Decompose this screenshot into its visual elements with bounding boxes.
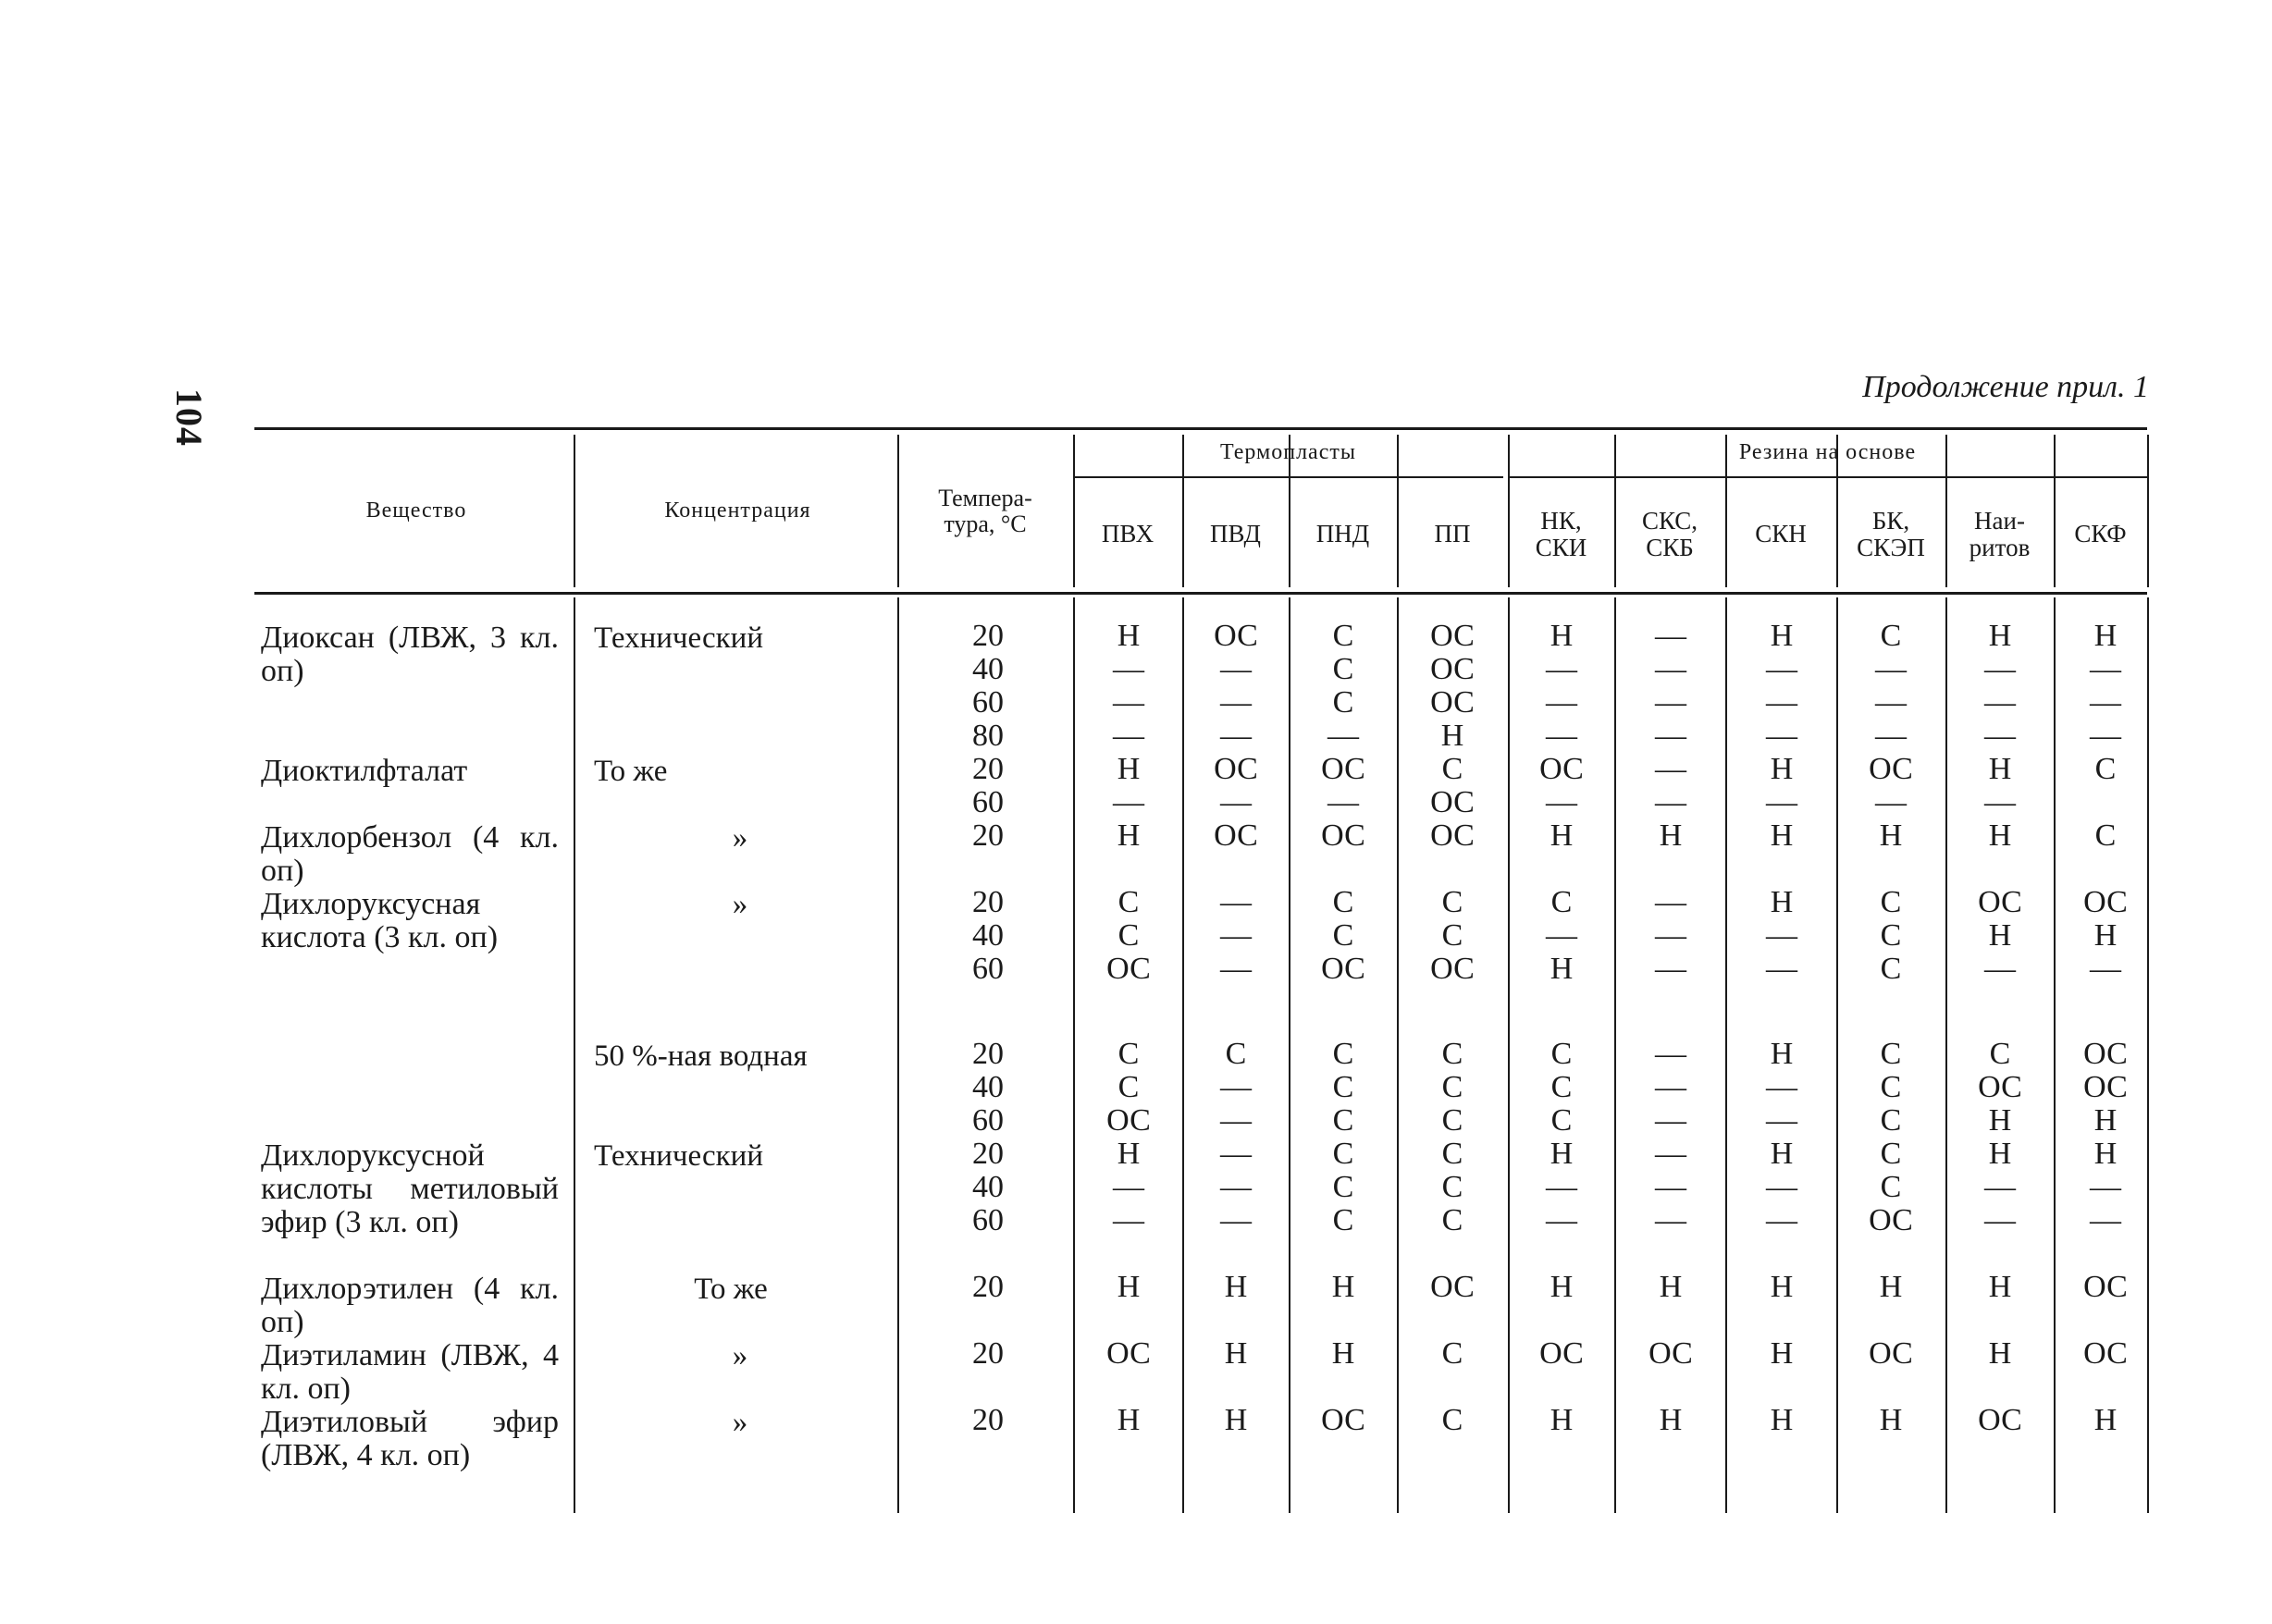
resistance-cell: — [2090, 685, 2121, 720]
resistance-cell: ОС [1430, 818, 1475, 853]
resistance-cell: Н [1224, 1270, 1248, 1304]
resistance-cell: ОС [1648, 1336, 1693, 1371]
concentration-value: » [732, 888, 748, 921]
resistance-cell: — [1113, 1170, 1144, 1204]
resistance-cell: ОС [1321, 952, 1365, 986]
resistance-cell: С [1550, 1070, 1573, 1104]
resistance-cell: Н [1988, 818, 2012, 853]
concentration-value: То же [694, 1273, 768, 1306]
temperature-cell: 20 [972, 752, 1004, 786]
temperature-cell: 20 [972, 1137, 1004, 1171]
resistance-cell: ОС [1430, 785, 1475, 819]
header-material: ПНД [1315, 520, 1370, 548]
resistance-cell: Н [1770, 1037, 1794, 1071]
column-rule [1725, 597, 1727, 1513]
concentration-value: » [732, 1339, 748, 1372]
resistance-cell: — [1546, 1203, 1577, 1237]
resistance-cell: С [1441, 885, 1463, 919]
resistance-cell: ОС [1869, 752, 1913, 786]
resistance-cell: С [1441, 1103, 1463, 1138]
temperature-cell: 60 [972, 785, 1004, 819]
column-rule [2147, 435, 2149, 587]
resistance-cell: — [1546, 918, 1577, 953]
resistance-cell: Н [1770, 1270, 1794, 1304]
resistance-cell: Н [1550, 1137, 1574, 1171]
resistance-cell: — [1766, 685, 1797, 720]
resistance-cell: Н [1770, 619, 1794, 653]
concentration-value: Технический [594, 621, 763, 655]
resistance-cell: Н [1988, 1103, 2012, 1138]
resistance-cell: ОС [1321, 1403, 1365, 1437]
resistance-cell: С [1332, 685, 1354, 720]
resistance-cell: Н [1879, 818, 1903, 853]
resistance-cell: — [1327, 719, 1359, 753]
resistance-cell: Н [2093, 1103, 2118, 1138]
resistance-cell: ОС [1430, 652, 1475, 686]
resistance-cell: С [1225, 1037, 1247, 1071]
resistance-cell: — [1875, 785, 1907, 819]
resistance-cell: ОС [2083, 1270, 2128, 1304]
header-concentration: Концентрация [664, 498, 811, 523]
resistance-cell: ОС [1214, 619, 1258, 653]
resistance-cell: С [1332, 885, 1354, 919]
resistance-cell: С [1117, 1070, 1140, 1104]
resistance-cell: — [1546, 785, 1577, 819]
resistance-cell: С [1880, 885, 1902, 919]
resistance-cell: Н [2093, 619, 2118, 653]
resistance-cell: ОС [1430, 619, 1475, 653]
header-rubber: Резина на основе [1738, 440, 1917, 465]
concentration-value: » [732, 821, 748, 855]
resistance-cell: Н [1879, 1403, 1903, 1437]
header-material: ПП [1434, 520, 1471, 548]
resistance-cell: — [1220, 785, 1252, 819]
resistance-cell: ОС [1214, 818, 1258, 853]
header-material: ПВД [1210, 520, 1261, 548]
resistance-cell: Н [1331, 1336, 1355, 1371]
resistance-cell: ОС [2083, 885, 2128, 919]
resistance-cell: С [1441, 1037, 1463, 1071]
resistance-cell: — [1655, 1103, 1686, 1138]
resistance-cell: Н [1659, 1403, 1683, 1437]
substance-name: Диоктилфталат [261, 754, 468, 788]
resistance-cell: Н [1770, 885, 1794, 919]
resistance-cell: Н [1770, 1137, 1794, 1171]
resistance-cell: ОС [1106, 1103, 1151, 1138]
temperature-cell: 20 [972, 1270, 1004, 1304]
resistance-cell: С [1332, 1137, 1354, 1171]
column-rule [1397, 597, 1399, 1513]
temperature-cell: 40 [972, 1170, 1004, 1204]
resistance-cell: — [1655, 952, 1686, 986]
resistance-cell: Н [1659, 818, 1683, 853]
resistance-cell: — [1984, 1203, 2016, 1237]
resistance-cell: — [2090, 652, 2121, 686]
resistance-cell: — [1220, 1103, 1252, 1138]
resistance-cell: Н [1117, 619, 1141, 653]
resistance-cell: Н [1988, 1137, 2012, 1171]
continuation-caption: Продолжение прил. 1 [1862, 370, 2149, 404]
header-material: НК, СКИ [1535, 507, 1587, 561]
resistance-cell: — [1875, 652, 1907, 686]
column-rule [1182, 597, 1184, 1513]
column-rule [1836, 597, 1838, 1513]
resistance-cell: Н [1550, 952, 1574, 986]
resistance-cell: Н [1770, 752, 1794, 786]
resistance-cell: — [1655, 1137, 1686, 1171]
resistance-cell: Н [1117, 752, 1141, 786]
resistance-cell: Н [1770, 818, 1794, 853]
resistance-cell: С [1441, 1070, 1463, 1104]
resistance-cell: — [1655, 619, 1686, 653]
resistance-cell: ОС [1869, 1203, 1913, 1237]
resistance-cell: Н [1988, 1336, 2012, 1371]
substance-name: Дихлорбензол (4 кл. оп) [261, 820, 559, 888]
resistance-cell: — [1655, 1070, 1686, 1104]
column-rule [1073, 597, 1075, 1513]
resistance-cell: ОС [1539, 752, 1584, 786]
resistance-cell: — [1655, 1037, 1686, 1071]
resistance-cell: ОС [1321, 818, 1365, 853]
resistance-cell: С [1117, 918, 1140, 953]
resistance-cell: — [1655, 918, 1686, 953]
temperature-cell: 60 [972, 685, 1004, 720]
resistance-cell: С [1550, 885, 1573, 919]
resistance-cell: — [1655, 652, 1686, 686]
resistance-cell: — [1220, 652, 1252, 686]
resistance-cell: С [1880, 1103, 1902, 1138]
resistance-cell: — [1546, 685, 1577, 720]
resistance-cell: — [1984, 652, 2016, 686]
resistance-cell: Н [2093, 1403, 2118, 1437]
resistance-cell: — [1220, 885, 1252, 919]
resistance-cell: Н [1550, 1270, 1574, 1304]
resistance-cell: — [1220, 1137, 1252, 1171]
resistance-cell: ОС [1321, 752, 1365, 786]
resistance-cell: — [1113, 785, 1144, 819]
resistance-cell: — [1984, 719, 2016, 753]
resistance-cell: ОС [1106, 1336, 1151, 1371]
resistance-cell: Н [1440, 719, 1464, 753]
resistance-cell: — [1984, 785, 2016, 819]
resistance-cell: Н [1117, 1270, 1141, 1304]
column-rule [574, 597, 575, 1513]
resistance-cell: — [1113, 719, 1144, 753]
resistance-cell: С [1441, 1137, 1463, 1171]
substance-name: Дихлоруксусной кислоты метиловый эфир (3 кл. оп) [261, 1138, 559, 1239]
temperature-cell: 60 [972, 1203, 1004, 1237]
resistance-cell: ОС [1214, 752, 1258, 786]
resistance-cell: — [1766, 652, 1797, 686]
resistance-cell: — [1220, 1070, 1252, 1104]
resistance-cell: — [1766, 719, 1797, 753]
resistance-cell: — [1220, 1203, 1252, 1237]
page-number: 104 [168, 388, 210, 447]
resistance-cell: С [2094, 752, 2117, 786]
resistance-cell: — [1220, 719, 1252, 753]
resistance-cell: — [2090, 719, 2121, 753]
temperature-cell: 60 [972, 952, 1004, 986]
resistance-cell: ОС [2083, 1070, 2128, 1104]
resistance-cell: Н [1659, 1270, 1683, 1304]
resistance-cell: — [2090, 1203, 2121, 1237]
resistance-cell: — [1113, 652, 1144, 686]
column-rule [1289, 597, 1290, 1513]
temperature-cell: 40 [972, 652, 1004, 686]
resistance-cell: Н [1550, 1403, 1574, 1437]
resistance-cell: ОС [1978, 1403, 2022, 1437]
resistance-cell: Н [1770, 1403, 1794, 1437]
resistance-cell: С [1880, 952, 1902, 986]
temperature-cell: 20 [972, 1403, 1004, 1437]
substance-name: Дихлорэтилен (4 кл. оп) [261, 1272, 559, 1339]
resistance-cell: ОС [1430, 1270, 1475, 1304]
resistance-cell: С [1880, 1137, 1902, 1171]
resistance-cell: Н [1988, 1270, 2012, 1304]
temperature-cell: 40 [972, 1070, 1004, 1104]
resistance-cell: — [1655, 885, 1686, 919]
column-rule [897, 435, 899, 587]
resistance-cell: Н [1988, 918, 2012, 953]
substance-name: Диэтиловый эфир (ЛВЖ, 4 кл. оп) [261, 1405, 559, 1472]
resistance-cell: С [2094, 818, 2117, 853]
resistance-cell: — [1655, 685, 1686, 720]
resistance-cell: — [1766, 1103, 1797, 1138]
temperature-cell: 20 [972, 619, 1004, 653]
resistance-cell: С [1332, 652, 1354, 686]
concentration-value: 50 %-ная водная [594, 1040, 808, 1073]
resistance-cell: С [1117, 1037, 1140, 1071]
resistance-cell: — [1655, 785, 1686, 819]
concentration-value: Технический [594, 1139, 763, 1173]
resistance-cell: Н [1117, 1137, 1141, 1171]
resistance-cell: Н [2093, 1137, 2118, 1171]
header-thermoplastics: Термопласты [1220, 440, 1356, 465]
concentration-value: » [732, 1406, 748, 1439]
resistance-cell: — [1220, 952, 1252, 986]
resistance-cell: С [1880, 1170, 1902, 1204]
resistance-cell: — [1766, 1070, 1797, 1104]
temperature-cell: 20 [972, 885, 1004, 919]
header-material: ПВХ [1101, 520, 1155, 548]
resistance-cell: С [1117, 885, 1140, 919]
resistance-cell: — [1113, 685, 1144, 720]
resistance-cell: ОС [2083, 1336, 2128, 1371]
rubber-group-rule [1508, 476, 2147, 478]
resistance-cell: Н [1117, 1403, 1141, 1437]
resistance-cell: — [1546, 1170, 1577, 1204]
resistance-cell: Н [1224, 1403, 1248, 1437]
resistance-cell: — [1766, 785, 1797, 819]
resistance-cell: ОС [2083, 1037, 2128, 1071]
resistance-cell: С [1441, 1336, 1463, 1371]
resistance-cell: ОС [1978, 885, 2022, 919]
resistance-cell: Н [1550, 619, 1574, 653]
header-material: Наи- ритов [1969, 507, 2031, 561]
resistance-cell: Н [1988, 752, 2012, 786]
resistance-cell: — [1984, 685, 2016, 720]
resistance-cell: ОС [1539, 1336, 1584, 1371]
resistance-cell: С [1441, 918, 1463, 953]
resistance-cell: Н [1879, 1270, 1903, 1304]
resistance-cell: — [1766, 1203, 1797, 1237]
temperature-cell: 40 [972, 918, 1004, 953]
column-rule [574, 435, 575, 587]
table-top-rule [254, 427, 2147, 430]
resistance-cell: С [1989, 1037, 2011, 1071]
header-temperature: Темпера- тура, °С [938, 485, 1032, 537]
column-rule [2054, 597, 2056, 1513]
resistance-cell: — [1766, 1170, 1797, 1204]
column-rule [897, 597, 899, 1513]
column-rule [1508, 597, 1510, 1513]
resistance-cell: — [1655, 752, 1686, 786]
resistance-cell: С [1332, 1070, 1354, 1104]
resistance-cell: — [1766, 952, 1797, 986]
temperature-cell: 80 [972, 719, 1004, 753]
resistance-cell: С [1880, 918, 1902, 953]
resistance-cell: — [1655, 719, 1686, 753]
resistance-cell: — [1984, 952, 2016, 986]
resistance-cell: — [1875, 719, 1907, 753]
resistance-cell: — [1766, 918, 1797, 953]
resistance-cell: Н [1224, 1336, 1248, 1371]
temperature-cell: 20 [972, 1336, 1004, 1371]
resistance-cell: С [1550, 1103, 1573, 1138]
resistance-cell: — [1113, 1203, 1144, 1237]
resistance-cell: — [1327, 785, 1359, 819]
resistance-cell: С [1332, 1103, 1354, 1138]
resistance-cell: С [1441, 752, 1463, 786]
header-bottom-rule [254, 592, 2147, 595]
resistance-cell: — [2090, 1170, 2121, 1204]
resistance-cell: ОС [1430, 685, 1475, 720]
header-material: СКФ [2074, 520, 2127, 548]
resistance-cell: С [1880, 619, 1902, 653]
header-material: БК, СКЭП [1857, 507, 1925, 561]
header-material: СКН [1755, 520, 1807, 548]
resistance-cell: ОС [1106, 952, 1151, 986]
substance-name: Диоксан (ЛВЖ, 3 кл. оп) [261, 621, 559, 688]
resistance-cell: С [1880, 1037, 1902, 1071]
resistance-cell: Н [1331, 1270, 1355, 1304]
resistance-cell: Н [1550, 818, 1574, 853]
resistance-cell: — [1220, 685, 1252, 720]
resistance-cell: — [1655, 1203, 1686, 1237]
resistance-cell: С [1332, 918, 1354, 953]
resistance-cell: — [2090, 952, 2121, 986]
resistance-cell: — [1220, 918, 1252, 953]
substance-name: Диэтиламин (ЛВЖ, 4 кл. оп) [261, 1338, 559, 1406]
resistance-cell: С [1332, 1203, 1354, 1237]
resistance-cell: Н [1770, 1336, 1794, 1371]
resistance-cell: — [1546, 719, 1577, 753]
resistance-cell: ОС [1869, 1336, 1913, 1371]
resistance-cell: С [1441, 1170, 1463, 1204]
resistance-cell: ОС [1978, 1070, 2022, 1104]
column-rule [1945, 597, 1947, 1513]
resistance-cell: Н [1117, 818, 1141, 853]
resistance-cell: С [1332, 619, 1354, 653]
resistance-cell: С [1441, 1403, 1463, 1437]
resistance-cell: Н [1988, 619, 2012, 653]
column-rule [2147, 597, 2149, 1513]
resistance-cell: ОС [1430, 952, 1475, 986]
resistance-cell: С [1550, 1037, 1573, 1071]
temperature-cell: 60 [972, 1103, 1004, 1138]
resistance-cell: Н [2093, 918, 2118, 953]
temperature-cell: 20 [972, 818, 1004, 853]
resistance-cell: — [1546, 652, 1577, 686]
temperature-cell: 20 [972, 1037, 1004, 1071]
resistance-cell: С [1332, 1037, 1354, 1071]
header-material: СКС, СКБ [1641, 507, 1698, 561]
column-rule [1614, 597, 1616, 1513]
resistance-cell: — [1875, 685, 1907, 720]
resistance-cell: — [1220, 1170, 1252, 1204]
resistance-cell: С [1332, 1170, 1354, 1204]
resistance-cell: — [1655, 1170, 1686, 1204]
substance-name: Дихлоруксусная кислота (3 кл. оп) [261, 887, 499, 954]
resistance-cell: — [1984, 1170, 2016, 1204]
resistance-cell: С [1880, 1070, 1902, 1104]
header-substance: Вещество [365, 498, 467, 523]
resistance-cell: С [1441, 1203, 1463, 1237]
concentration-value: То же [594, 755, 668, 788]
